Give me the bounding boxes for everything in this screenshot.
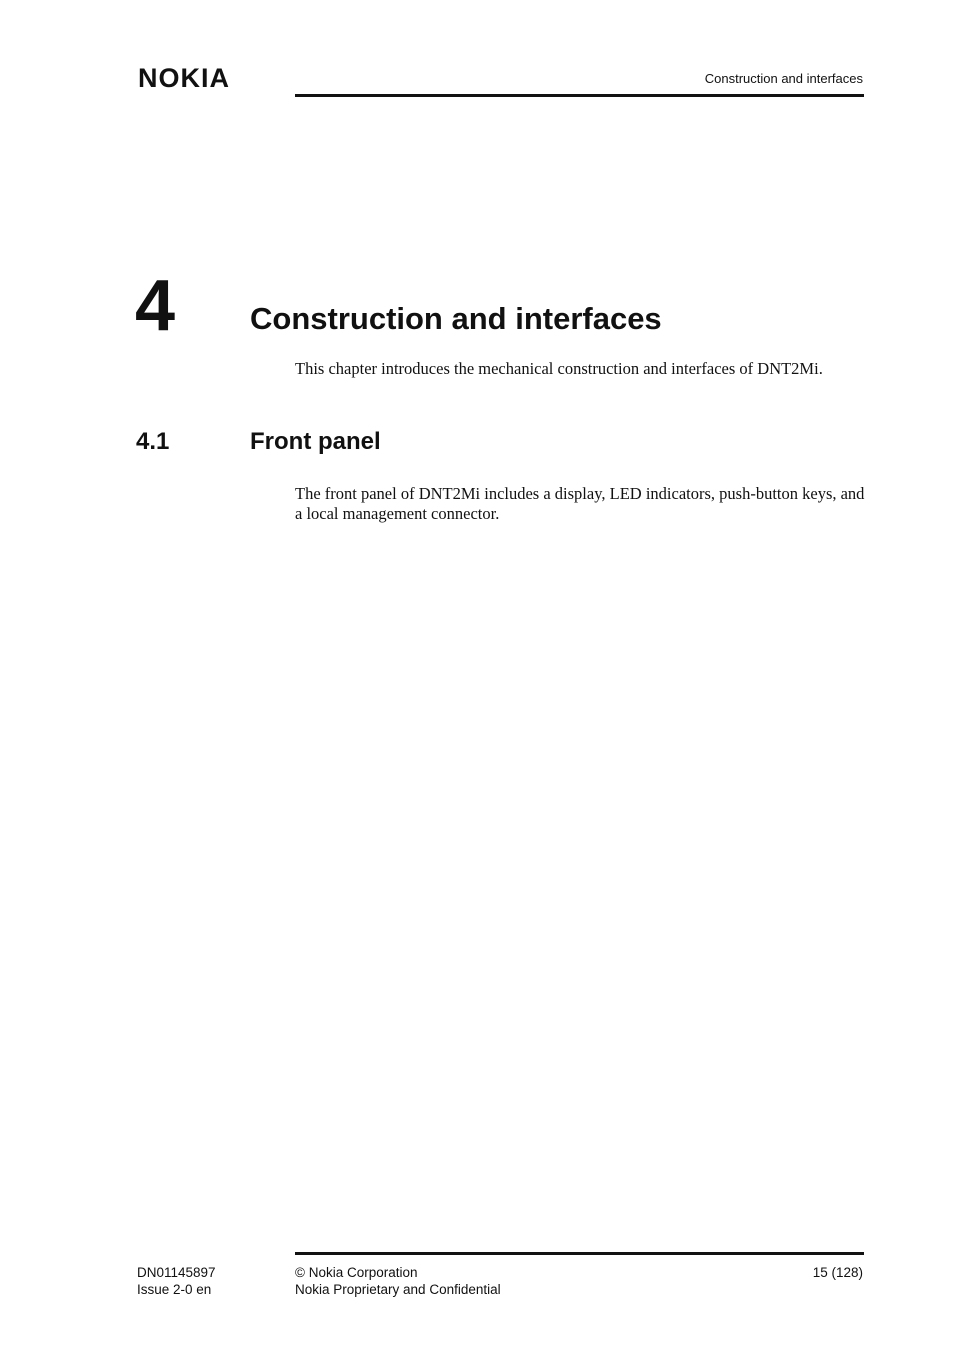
footer-legal [295, 1264, 501, 1298]
footer-copyright: © Nokia Corporation [295, 1265, 418, 1280]
chapter-number: 4 [135, 266, 176, 346]
section-paragraph: The front panel of DNT2Mi includes a display, LED indicators, push-button keys, and a local management connector. [295, 484, 865, 523]
footer-rule [295, 1252, 864, 1255]
footer-doc-number: DN01145897 [137, 1265, 216, 1280]
nokia-logo: NOKIA [138, 63, 230, 93]
chapter-intro-paragraph: This chapter introduces the mechanical construction and interfaces of DNT2Mi. [295, 359, 823, 378]
section-number: 4.1 [136, 428, 170, 455]
chapter-title: Construction and interfaces [250, 301, 662, 336]
footer-page-number: 15 (128) [812, 1265, 863, 1280]
header-rule [295, 94, 864, 97]
footer-confidentiality: Nokia Proprietary and Confidential [295, 1282, 501, 1297]
running-header-title: Construction and interfaces [704, 71, 863, 86]
section-title: Front panel [250, 428, 381, 455]
footer-doc-info [137, 1264, 216, 1298]
footer-issue: Issue 2-0 en [137, 1282, 212, 1297]
